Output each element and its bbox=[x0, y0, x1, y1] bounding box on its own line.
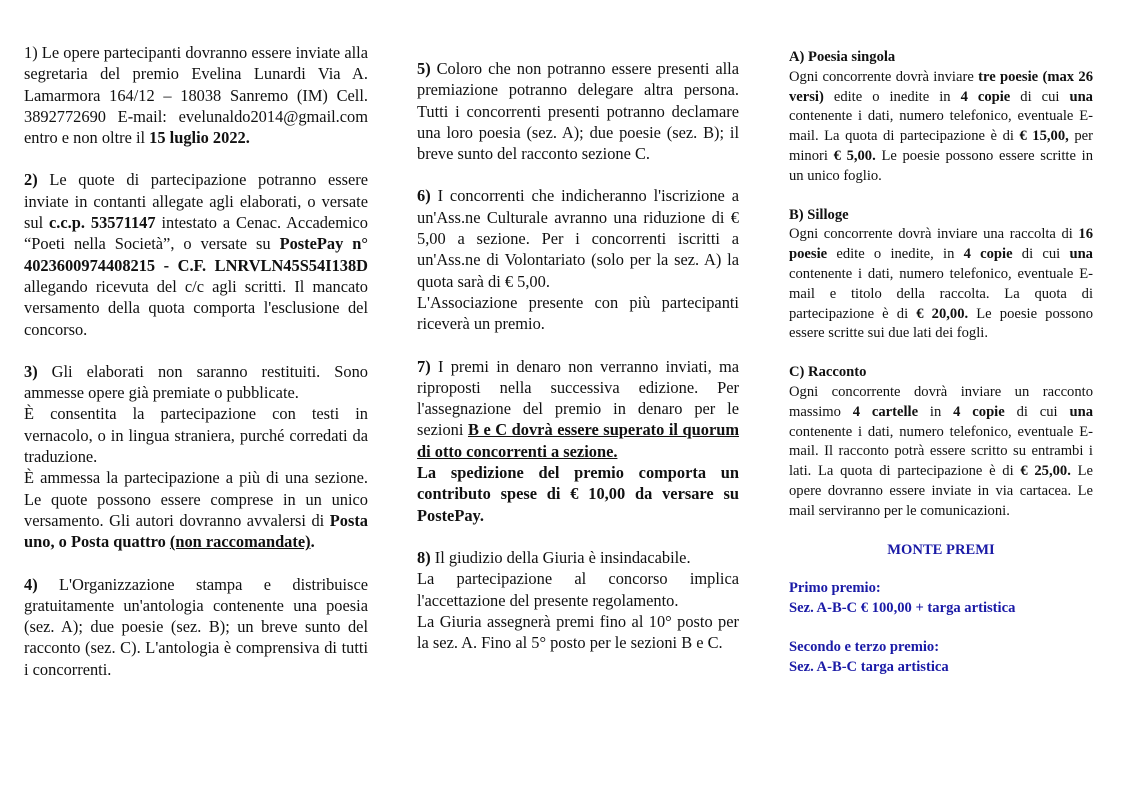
rule-6 bbox=[417, 185, 739, 291]
quorum-notice: B e C dovrà essere superato il quorum di otto concorrenti a sezione. bbox=[417, 420, 739, 461]
separator: , o bbox=[50, 532, 71, 552]
postepay-number: PostePay n° 4023600974408215 - C.F. LNRVLN45S54I138D bbox=[24, 234, 368, 275]
section-bold: una bbox=[1069, 403, 1093, 420]
rule-text: I premi in denaro non verranno inviati, ma riproposti nella successiva edizione. Per l'assegnazione del premio in denaro per le sezioni bbox=[417, 356, 739, 440]
non-raccomandate: (non raccomandate) bbox=[169, 532, 311, 552]
section-text: Ogni concorrente dovrà inviare bbox=[789, 68, 979, 85]
rule-number: 6) bbox=[417, 186, 431, 206]
section-bold: € 15,00, bbox=[1019, 128, 1069, 145]
separator: . bbox=[310, 532, 315, 552]
section-c-heading: C) Racconto bbox=[789, 364, 867, 381]
rule-text: allegando ricevuta del c/c agli scritti. Il mancato versamento della quota comporta l'esclusione del concorso. bbox=[24, 276, 368, 339]
column-left bbox=[24, 42, 368, 680]
section-bold: € 5,00. bbox=[833, 147, 876, 164]
section-bold: € 25,00. bbox=[1020, 463, 1071, 480]
rule-text bbox=[24, 467, 368, 552]
rule-number: 1) bbox=[24, 43, 38, 62]
rule-7 bbox=[417, 356, 739, 462]
second-prize-label: Secondo e terzo premio: bbox=[789, 638, 940, 655]
rule-text bbox=[417, 462, 739, 526]
rule-8 bbox=[417, 547, 739, 568]
rule-number: 2) bbox=[24, 170, 38, 190]
section-text: Le poesie possono essere scritte in un unico foglio. bbox=[789, 147, 1093, 184]
rule-text: intestato a Cenac. Accademico “Poeti nella Società”, o versate su bbox=[24, 213, 368, 254]
section-b-text bbox=[789, 225, 1093, 344]
rule-number: 4) bbox=[24, 574, 38, 594]
monte-premi-title: MONTE PREMI bbox=[887, 541, 995, 558]
section-text: Le opere dovranno essere inviate in via cartacea. Le mail serviranno per le comunicazioni. bbox=[789, 463, 1093, 519]
deadline-date: 15 luglio 2022. bbox=[149, 128, 250, 148]
second-prize-value: Sez. A-B-C targa artistica bbox=[789, 658, 949, 675]
rule-number: 3) bbox=[24, 361, 38, 381]
rule-2 bbox=[24, 169, 368, 339]
rule-text: L'Organizzazione stampa e distribuisce gratuitamente un'antologia contenente una poesia (sez. A); due poesie (sez. B); un breve sunto del racconto (sez. C). L'antologia è comprensiva di tutti i concorrenti. bbox=[24, 574, 368, 679]
rule-number: 5) bbox=[417, 59, 431, 78]
section-text: Le poesie possono essere scritte sui due lati dei fogli. bbox=[789, 305, 1094, 342]
section-text: Ogni concorrente dovrà inviare un racconto massimo bbox=[789, 383, 1093, 420]
ccp-number: c.c.p. 53571147 bbox=[49, 213, 156, 233]
rule-text: I concorrenti che indicheranno l'iscrizione a un'Ass.ne Culturale avranno una riduzione di € 5,00 a sezione. Per i concorrenti iscritti a un'Ass.ne di Volontariato (solo per la sez. A) la quota sarà di € 5,00. bbox=[417, 186, 739, 291]
section-bold: 4 copie bbox=[960, 88, 1011, 105]
rule-text: La Giuria assegnerà premi fino al 10° posto per la sez. A. Fino al 5° posto per le sezioni B e C. bbox=[417, 611, 739, 653]
section-bold: 16 poesie bbox=[789, 226, 1093, 263]
posta-quattro: Posta quattro bbox=[70, 532, 166, 552]
shipping-notice: La spedizione del premio comporta un contributo spese di € 10,00 da versare su PostePay. bbox=[417, 463, 739, 525]
rule-text: Gli elaborati non saranno restituiti. Sono ammesse opere già premiate o pubblicate. bbox=[24, 361, 368, 403]
rule-1 bbox=[24, 42, 368, 148]
section-text: contenente i dati, numero telefonico, eventuale E-mail e titolo della raccolta. La quota di partecipazione è di bbox=[789, 265, 1093, 322]
section-bold: 4 copie bbox=[963, 246, 1013, 263]
first-prize-value: Sez. A-B-C € 100,00 + targa artistica bbox=[789, 600, 1016, 617]
section-a-text bbox=[789, 68, 1093, 187]
section-bold: € 20,00. bbox=[916, 305, 969, 322]
column-right bbox=[789, 48, 1093, 678]
first-prize-label: Primo premio: bbox=[789, 580, 881, 597]
rule-text: È ammessa la partecipazione a più di una sezione. Le quote possono essere comprese in un unico versamento. Gli autori dovranno avvalersi di bbox=[24, 468, 368, 530]
section-text: edite o inedite, in bbox=[827, 246, 964, 263]
rule-text: È consentita la partecipazione con testi in vernacolo, o in lingua straniera, purché corredati da traduzione. bbox=[24, 404, 368, 467]
column-middle bbox=[417, 58, 739, 653]
section-a-heading: A) Poesia singola bbox=[789, 49, 896, 65]
section-text: Ogni concorrente dovrà inviare una raccolta di bbox=[789, 226, 1079, 243]
section-bold: 4 copie bbox=[953, 403, 1005, 420]
rule-text: Il giudizio della Giuria è insindacabile. bbox=[430, 547, 691, 567]
section-text: contenente i dati, numero telefonico, eventuale E-mail. Il racconto potrà essere scritto su entrambi i lati. La quota di partecipazione è di bbox=[789, 423, 1093, 480]
rule-number: 7) bbox=[417, 356, 431, 376]
rule-5 bbox=[417, 58, 739, 164]
rule-4 bbox=[24, 574, 368, 680]
rule-text: L'Associazione presente con più partecipanti riceverà un premio. bbox=[417, 292, 739, 334]
rule-text: Coloro che non potranno essere presenti alla premiazione potranno delegare altra persona. Tutti i concorrenti presenti potranno declamare una loro poesia (sez. A); due poesie (sez. B); il breve sunto del racconto sezione C. bbox=[417, 59, 739, 164]
section-bold: una bbox=[1069, 246, 1093, 263]
section-text: per minori bbox=[789, 128, 1093, 164]
section-text: in bbox=[918, 403, 954, 420]
section-c-text bbox=[789, 383, 1093, 522]
section-bold: 4 cartelle bbox=[852, 403, 919, 420]
section-text: di cui bbox=[1012, 246, 1070, 263]
section-b-heading: B) Silloge bbox=[789, 206, 849, 223]
rule-3 bbox=[24, 361, 368, 404]
posta-uno: Posta uno bbox=[24, 510, 368, 552]
section-text: di cui bbox=[1004, 403, 1070, 420]
rule-number: 8) bbox=[417, 547, 431, 567]
rule-text: Le opere partecipanti dovranno essere inviate alla segretaria del premio Evelina Lunardi Via A. Lamarmora 164/12 – 18038 Sanremo (IM) Cell. 3892772690 E-mail: evelunaldo2014@gmail.com entro e non oltre il bbox=[24, 43, 368, 148]
section-bold: una bbox=[1069, 88, 1093, 105]
rule-text: La partecipazione al concorso implica l'accettazione del presente regolamento. bbox=[417, 569, 739, 610]
section-bold: tre poesie (max 26 versi) bbox=[789, 68, 1093, 105]
section-text: di cui bbox=[1010, 88, 1070, 105]
rule-text: Le quote di partecipazione potranno essere inviate in contanti allegate agli elaborati, o versate sul bbox=[24, 170, 368, 233]
section-text: contenente i dati, numero telefonico, eventuale E-mail. La quota di partecipazione è di bbox=[789, 108, 1093, 145]
section-text: edite o inedite in bbox=[823, 88, 961, 105]
